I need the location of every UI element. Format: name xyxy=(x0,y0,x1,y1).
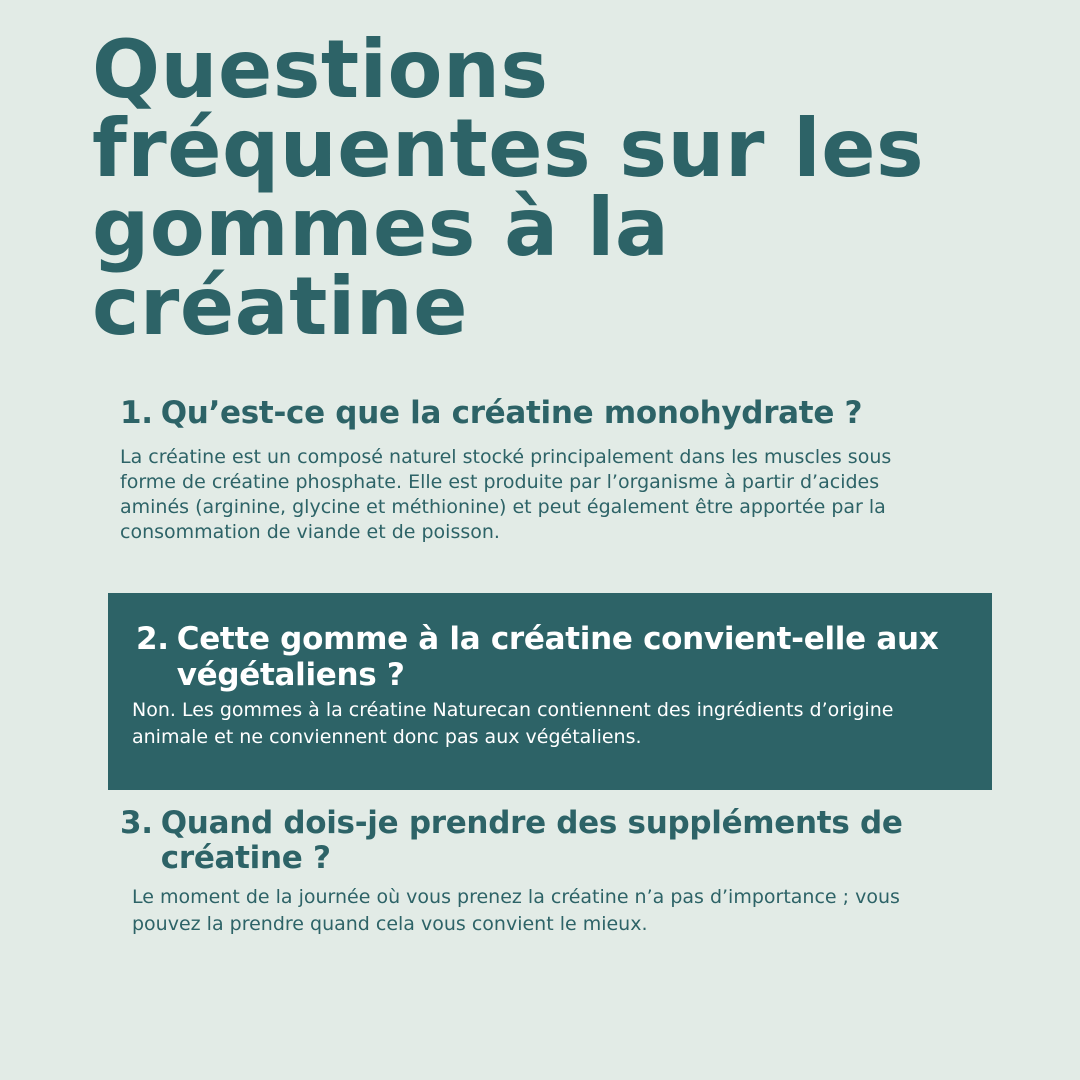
faq-number: 1. xyxy=(120,395,153,431)
faq-question-text: Quand dois-je prendre des suppléments de créatine ? xyxy=(160,805,903,876)
faq-answer: La créatine est un composé naturel stocké principalement dans les muscles sous forme de créatine phosphate. Elle est produite par l’organisme à partir d’acides aminés (arginine, glycine et méthionine) et peut également être apportée par la consommation de viande et de poisson. xyxy=(120,446,892,543)
faq-number: 2. xyxy=(136,621,169,657)
faq-answer: Non. Les gommes à la créatine Naturecan contiennent des ingrédients d’origine animale et ne conviennent donc pas aux végétaliens. xyxy=(132,699,894,748)
faq-question xyxy=(120,396,940,431)
faq-question xyxy=(132,621,952,693)
page-title: Questions fréquentes sur les gommes à la créatine xyxy=(92,23,925,353)
faq-item-1 xyxy=(120,396,940,564)
faq-question-text: Qu’est-ce que la créatine monohydrate ? xyxy=(160,395,863,431)
faq-answer: Le moment de la journée où vous prenez la créatine n’a pas d’importance ; vous pouvez la prendre quand cela vous convient le mieux. xyxy=(132,886,900,935)
faq-item-2-highlighted xyxy=(108,593,992,790)
faq-item-3 xyxy=(120,806,950,957)
faq-question xyxy=(120,806,950,876)
faq-number: 3. xyxy=(120,805,153,841)
faq-question-text: Cette gomme à la créatine convient-elle aux végétaliens ? xyxy=(176,621,939,693)
